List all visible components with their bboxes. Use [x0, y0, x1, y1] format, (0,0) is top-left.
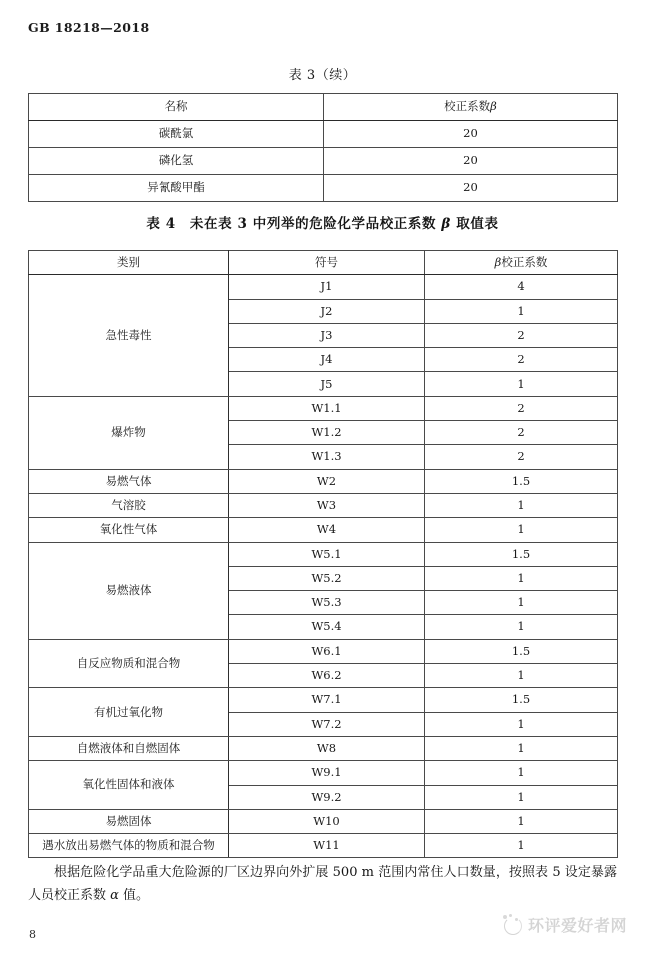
- hazard-category: 易燃固体: [29, 809, 229, 833]
- beta-coefficient: 2: [425, 348, 618, 372]
- beta-coefficient: 1: [425, 712, 618, 736]
- beta-coefficient: 1.5: [425, 542, 618, 566]
- table-row: [29, 121, 618, 148]
- hazard-symbol: W11: [229, 834, 425, 858]
- hazard-symbol: W8: [229, 736, 425, 760]
- hazard-symbol: W1.3: [229, 445, 425, 469]
- table-4-beta-coefficients: [28, 250, 618, 858]
- chemical-coefficient: 20: [324, 121, 618, 148]
- beta-coefficient: 1: [425, 664, 618, 688]
- table-row: [29, 736, 618, 760]
- hazard-symbol: J5: [229, 372, 425, 396]
- table3-header-coefficient: 校正系数β: [324, 94, 618, 121]
- table3-caption: 表 3（续）: [288, 68, 357, 83]
- table-row: [29, 175, 618, 202]
- table-row: [29, 639, 618, 663]
- hazard-symbol: J2: [229, 299, 425, 323]
- body-paragraph: 根据危险化学品重大危险源的厂区边界向外扩展 500 m 范围内常住人口数量，按照表 5 设定暴露人员校正系数 α 值。: [28, 865, 617, 903]
- hazard-symbol: W2: [229, 469, 425, 493]
- table4-header-row: [29, 251, 618, 275]
- beta-coefficient: 2: [425, 396, 618, 420]
- hazard-symbol: W9.2: [229, 785, 425, 809]
- table4-header-beta: β校正系数: [425, 251, 618, 275]
- beta-coefficient: 1.5: [425, 469, 618, 493]
- table-row: [29, 518, 618, 542]
- table-row: [29, 688, 618, 712]
- hazard-category: 爆炸物: [29, 396, 229, 469]
- chemical-coefficient: 20: [324, 175, 618, 202]
- hazard-symbol: W4: [229, 518, 425, 542]
- table-row: [29, 493, 618, 517]
- chemical-coefficient: 20: [324, 148, 618, 175]
- beta-coefficient: 1.5: [425, 688, 618, 712]
- standard-number-header: GB 18218—2018: [28, 20, 150, 35]
- beta-coefficient: 1: [425, 761, 618, 785]
- beta-coefficient: 1: [425, 372, 618, 396]
- beta-coefficient: 1: [425, 566, 618, 590]
- table3-header-row: [29, 94, 618, 121]
- table4-header-category: 类别: [29, 251, 229, 275]
- beta-coefficient: 1: [425, 493, 618, 517]
- hazard-symbol: W5.3: [229, 591, 425, 615]
- table-row: [29, 275, 618, 299]
- table-row: [29, 834, 618, 858]
- hazard-symbol: W6.2: [229, 664, 425, 688]
- hazard-symbol: W10: [229, 809, 425, 833]
- hazard-category: 自反应物质和混合物: [29, 639, 229, 688]
- hazard-symbol: W1.1: [229, 396, 425, 420]
- beta-coefficient: 2: [425, 445, 618, 469]
- hazard-category: 自燃液体和自燃固体: [29, 736, 229, 760]
- beta-coefficient: 1: [425, 299, 618, 323]
- chemical-name: 磷化氢: [29, 148, 324, 175]
- hazard-symbol: J3: [229, 323, 425, 347]
- hazard-symbol: J1: [229, 275, 425, 299]
- hazard-category: 遇水放出易燃气体的物质和混合物: [29, 834, 229, 858]
- hazard-symbol: W3: [229, 493, 425, 517]
- table-row: [29, 809, 618, 833]
- table-row: [29, 148, 618, 175]
- beta-coefficient: 1: [425, 518, 618, 542]
- beta-coefficient: 1: [425, 785, 618, 809]
- table-3-continued: [28, 93, 618, 202]
- beta-coefficient: 1: [425, 615, 618, 639]
- table-row: [29, 469, 618, 493]
- hazard-category: 氧化性固体和液体: [29, 761, 229, 810]
- beta-coefficient: 1: [425, 736, 618, 760]
- hazard-category: 易燃气体: [29, 469, 229, 493]
- hazard-symbol: W1.2: [229, 421, 425, 445]
- hazard-symbol: W7.2: [229, 712, 425, 736]
- beta-coefficient: 2: [425, 421, 618, 445]
- table4-caption: 表 4 未在表 3 中列举的危险化学品校正系数 β 取值表: [146, 216, 499, 232]
- hazard-category: 易燃液体: [29, 542, 229, 639]
- page-number: 8: [29, 928, 36, 941]
- hazard-symbol: W9.1: [229, 761, 425, 785]
- table-row: [29, 542, 618, 566]
- table-row: [29, 396, 618, 420]
- beta-coefficient: 2: [425, 323, 618, 347]
- hazard-category: 急性毒性: [29, 275, 229, 396]
- watermark-label: 环评爱好者网: [527, 916, 627, 935]
- hazard-symbol: W5.4: [229, 615, 425, 639]
- beta-coefficient: 4: [425, 275, 618, 299]
- chemical-name: 碳酰氯: [29, 121, 324, 148]
- beta-coefficient: 1: [425, 591, 618, 615]
- chemical-name: 异氰酸甲酯: [29, 175, 324, 202]
- hazard-category: 有机过氧化物: [29, 688, 229, 737]
- beta-coefficient: 1.5: [425, 639, 618, 663]
- hazard-category: 气溶胶: [29, 493, 229, 517]
- watermark-circle-icon: [502, 914, 523, 935]
- beta-coefficient: 1: [425, 809, 618, 833]
- site-watermark: [502, 913, 627, 936]
- hazard-symbol: J4: [229, 348, 425, 372]
- hazard-symbol: W5.1: [229, 542, 425, 566]
- hazard-symbol: W6.1: [229, 639, 425, 663]
- hazard-category: 氧化性气体: [29, 518, 229, 542]
- hazard-symbol: W5.2: [229, 566, 425, 590]
- beta-coefficient: 1: [425, 834, 618, 858]
- table4-header-symbol: 符号: [229, 251, 425, 275]
- table-row: [29, 761, 618, 785]
- table3-body: [29, 121, 618, 202]
- table4-body: [29, 275, 618, 858]
- hazard-symbol: W7.1: [229, 688, 425, 712]
- table3-header-name: 名称: [29, 94, 324, 121]
